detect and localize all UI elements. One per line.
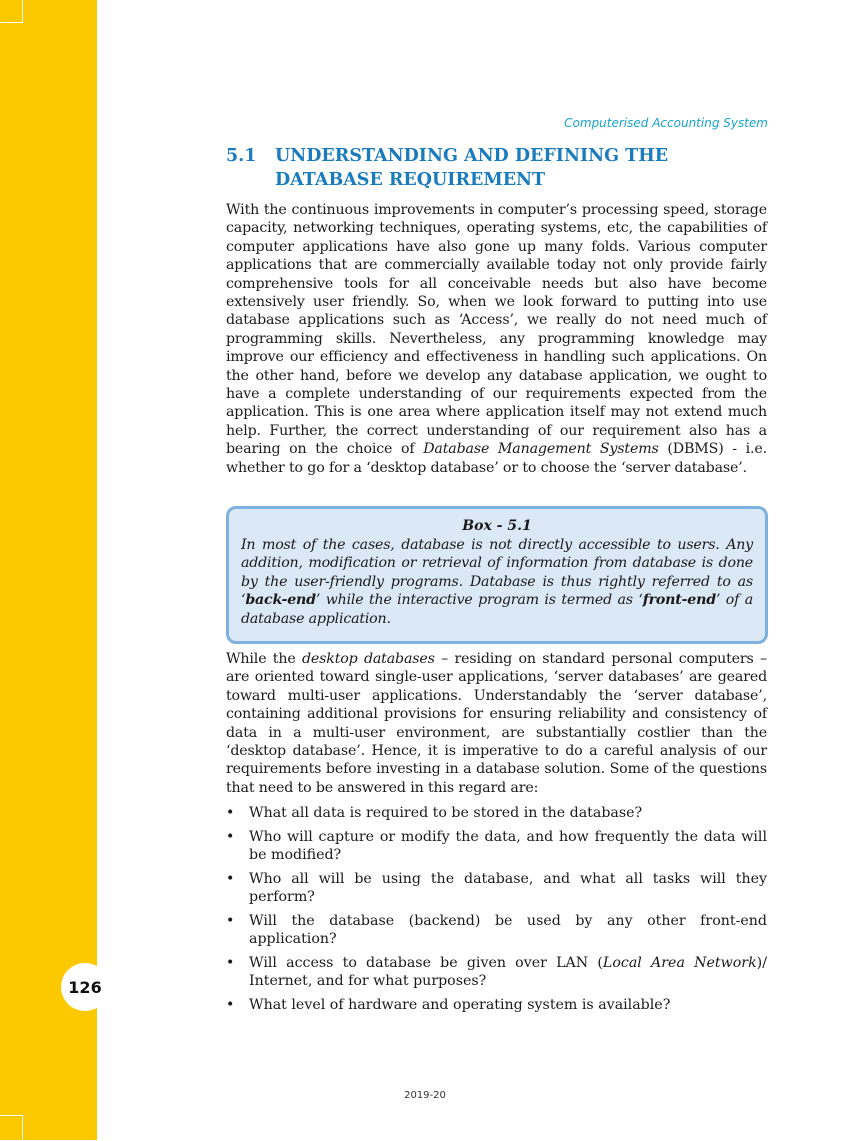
para2-italic-term: desktop databases [301,651,435,667]
list-item-text-part1: Will access to database be given over LAN ( [249,954,603,971]
box-title: Box - 5.1 [462,518,532,534]
question-list [226,804,767,1019]
running-head: Computerised Accounting System [564,116,768,130]
bullet-icon: • [226,954,235,971]
box-bold-backend: back-end [245,592,316,608]
box-body [241,536,753,629]
page-number: 126 [61,963,109,1011]
list-item [226,804,767,823]
bullet-icon: • [226,996,235,1013]
footer-year: 2019-20 [404,1090,446,1101]
crop-mark-top [0,0,23,23]
info-box [226,506,768,644]
desktop-vs-server-paragraph [226,650,767,797]
intro-paragraph [226,201,767,477]
section-title-line1: UNDERSTANDING AND DEFINING THE [275,146,669,166]
bullet-icon: • [226,828,235,845]
list-item-text-part2: )/ Internet, and for what purposes? [249,954,767,989]
list-item-text: Who will capture or modify the data, and how frequently the data will be modified? [249,828,767,863]
box-text-1: In most of the cases, database is not directly accessible to users. Any addition, modification or retrieval of information from database is done by the user-friendly programs. Database is thus rightly referred to as ‘ [241,536,753,608]
intro-text-part1: With the continuous improvements in computer’s processing speed, storage capacity, networking techniques, operating systems, etc, the capabilities of computer applications have also gone up many folds. Various computer applications that are commercially available today not only provide fairly comprehensive tools for all conceivable needs but also have become extensively user friendly. So, when we look forward to putting into use database applications such as ‘Access’, we really do not need much of programming skills. Nevertheless, any programming knowledge may improve our efficiency and effectiveness in handling such applications. On the other hand, before we develop any database application, we ought to have a complete understanding of our requirements expected from the application. This is one area where application itself may not extend much help. Further, the correct understanding of our requirement also has a bearing on the choice of [226,202,767,458]
section-title-line2: DATABASE REQUIREMENT [275,170,546,190]
para2-text-part2: – residing on standard personal computers – are oriented toward single-user applications, ‘server databases’ are geared toward multi-user applications. Understandably the ‘server database’, containing additional provisions for ensuring reliability and consistency of data in a multi-user environment, are substantially costlier than the ‘desktop database’. Hence, it is imperative to do a careful analysis of our requirements before investing in a database solution. Some of the questions that need to be answered in this regard are: [226,651,767,796]
list-item-text: Will the database (backend) be used by any other front-end application? [249,912,767,947]
intro-text-part2: (DBMS) - i.e. whether to go for a ‘desktop database’ or to choose the ‘server database’. [226,441,767,476]
list-item [226,870,767,907]
bullet-icon: • [226,805,235,821]
bullet-icon: • [226,870,235,887]
list-item-italic: Local Area Network [602,954,757,971]
box-text-3: ’ of a database application. [241,592,753,627]
list-item [226,912,767,949]
section-number: 5.1 [226,146,257,166]
list-item [226,954,767,991]
list-item [226,996,767,1015]
intro-italic-term: Database Management Systems [423,441,659,458]
bullet-icon: • [226,912,235,929]
list-item-text: Who all will be using the database, and what all tasks will they perform? [249,870,767,905]
box-text-2: ’ while the interactive program is termed as ‘ [315,592,643,608]
section-title [275,144,735,192]
para2-text-part1: While the [226,651,302,667]
crop-mark-bottom [0,1115,23,1141]
list-item [226,828,767,865]
list-item-text: What level of hardware and operating system is available? [249,996,671,1013]
list-item-text: What all data is required to be stored in the database? [249,805,643,821]
box-bold-frontend: front-end [642,592,716,608]
